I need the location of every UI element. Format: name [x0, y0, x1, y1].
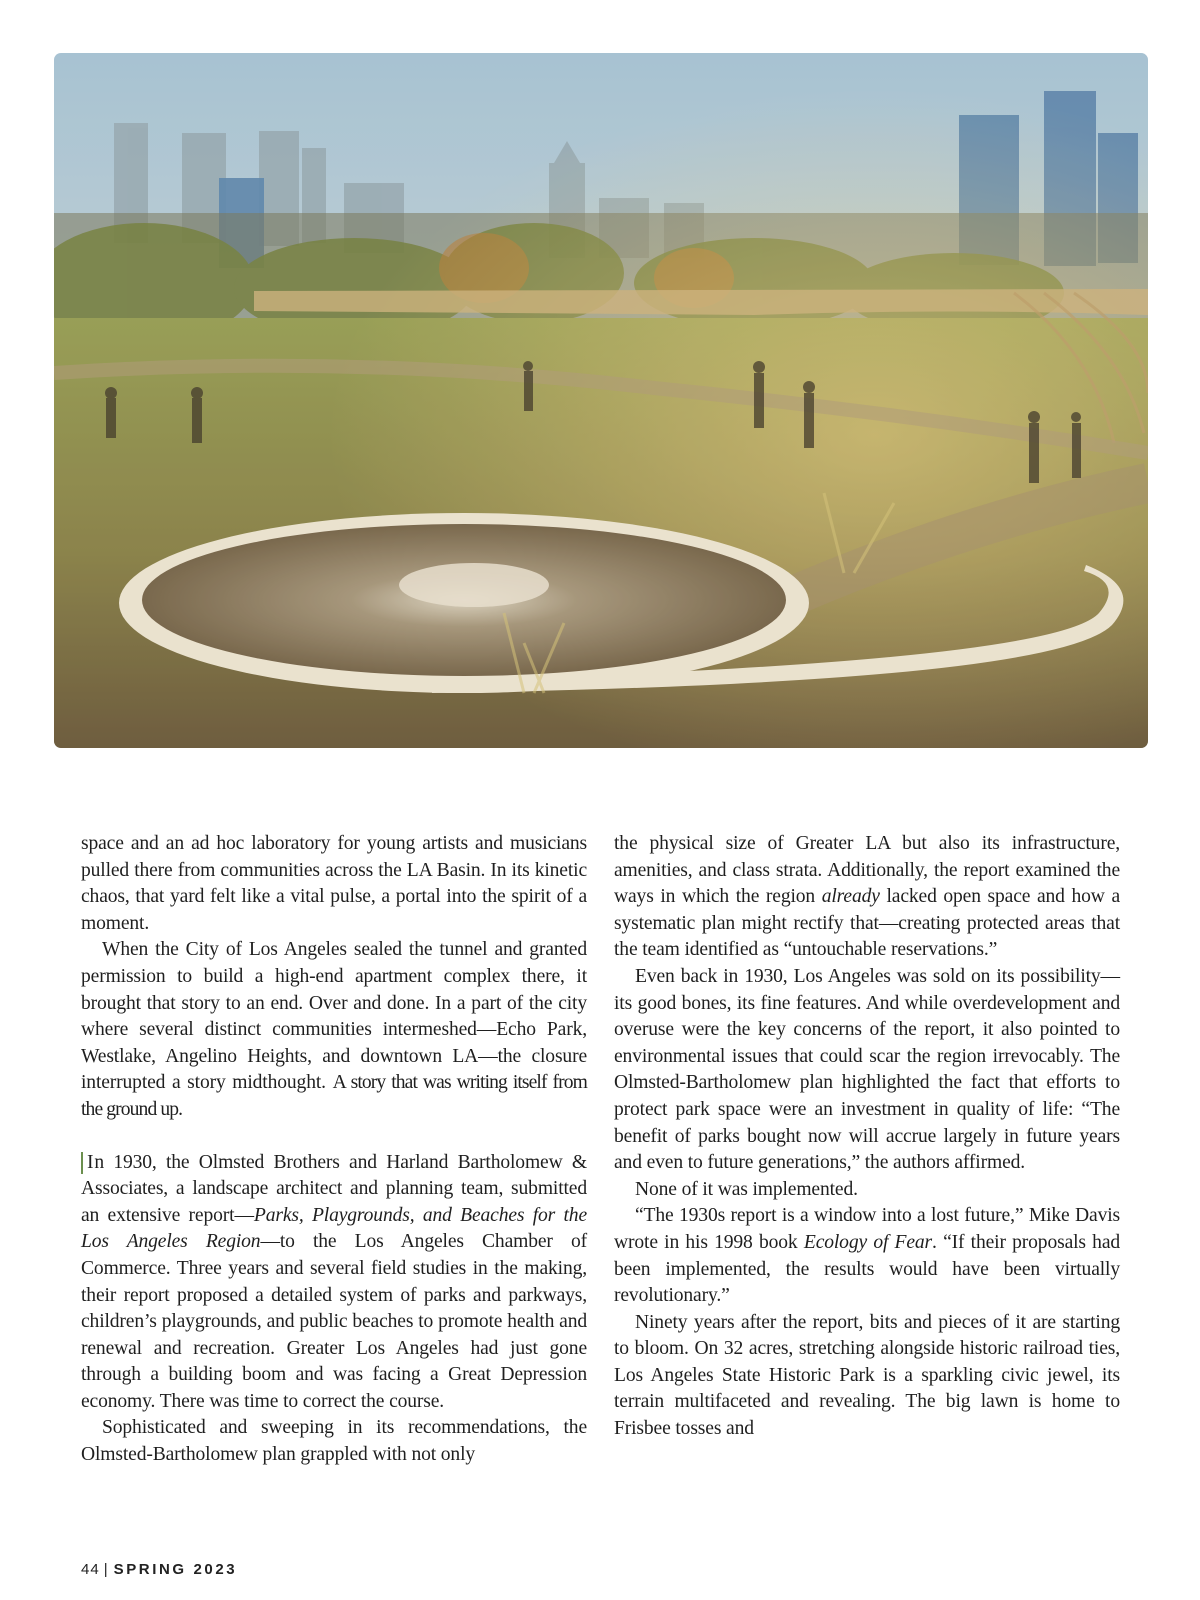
body-text: lacked open space and how a systematic plan might rectify that—creating protected areas that the team identified as “untouchable reservations.”: [614, 886, 1120, 961]
left-text-column: [81, 831, 587, 1469]
park-collage-photo: [54, 53, 1148, 748]
body-text-tight: A story that was writing itself from the ground up.: [81, 1072, 588, 1120]
right-text-column: [614, 831, 1120, 1443]
body-paragraph: None of it was implemented.: [635, 1178, 858, 1200]
body-paragraph: Sophisticated and sweeping in its recommendations, the Olmsted-Bartholomew plan grappled with not only: [81, 1417, 587, 1466]
page-number: 44: [81, 1561, 100, 1578]
page-folio: [81, 1561, 237, 1578]
book-title: Ecology of Fear: [803, 1231, 933, 1253]
body-paragraph: space and an ad hoc laboratory for young artists and musicians pulled there from communities across the LA Basin. In its kinetic chaos, that yard felt like a vital pulse, a portal into the spirit of a moment.: [81, 833, 587, 934]
body-text: When the City of Los Angeles sealed the tunnel and granted permission to build a high-end apartment complex there, it brought that story to an end. Over and done. In a part of the city where several distinct communities intermeshed—Echo Park, Westlake, Angelino Heights, and downtown LA—the closure interrupted a story midthought.: [81, 939, 587, 1094]
body-text: “The 1930s report is a window into a lost future,” Mike Davis wrote in his 1998 book: [614, 1205, 1120, 1253]
issue-label: SPRING 2023: [113, 1561, 238, 1578]
body-text: . “If their proposals had been implemented, the results would have been virtually revolutionary.”: [614, 1231, 1121, 1307]
body-text: —to the Los Angeles Chamber of Commerce. Three years and several field studies in the making, their report proposed a detailed system of parks and parkways, children’s playgrounds, and public beaches to promote health and renewal and recreation. Greater Los Angeles had just gone through a building boom and was facing a Great Depression economy. There was time to correct the course.: [81, 1231, 587, 1412]
body-paragraph: [81, 937, 587, 1123]
body-text: n 1930, the Olmsted Brothers and Harland Bartholomew & Associates, a landscape architect and planning team, submitted an extensive report—: [81, 1151, 587, 1226]
body-text: the physical size of Greater LA but also its infrastructure, amenities, and class strata. Additionally, the report examined the ways in which the region: [614, 833, 1120, 908]
body-paragraph: Ninety years after the report, bits and pieces of it are starting to bloom. On 32 acres, stretching alongside historic railroad ties, Los Angeles State Historic Park is a sparkling civic jewel, its terrain multifaceted and revealing. The big lawn is home to Frisbee tosses and: [614, 1311, 1120, 1440]
folio-divider: |: [103, 1561, 108, 1578]
body-paragraph: Even back in 1930, Los Angeles was sold on its possibility—its good bones, its fine features. And while overdevelopment and overuse were the key concerns of the report, it also pointed to environmental issues that could scar the region irrevocably. The Olmsted-Bartholomew plan highlighted the fact that efforts to protect park space were an investment in quality of life: “The benefit of parks bought now will accrue largely in future years and even to future generations,” the authors affirmed.: [614, 965, 1120, 1174]
emphasis-text: already: [821, 886, 880, 908]
drop-cap: I: [81, 1152, 93, 1174]
section-opening-paragraph: [81, 1150, 587, 1416]
body-paragraph: [614, 1203, 1120, 1309]
body-paragraph: [614, 831, 1120, 964]
park-collage-image-icon: [54, 53, 1148, 748]
report-title: Parks, Playgrounds, and Beaches for the Los Angeles Region: [81, 1204, 587, 1253]
